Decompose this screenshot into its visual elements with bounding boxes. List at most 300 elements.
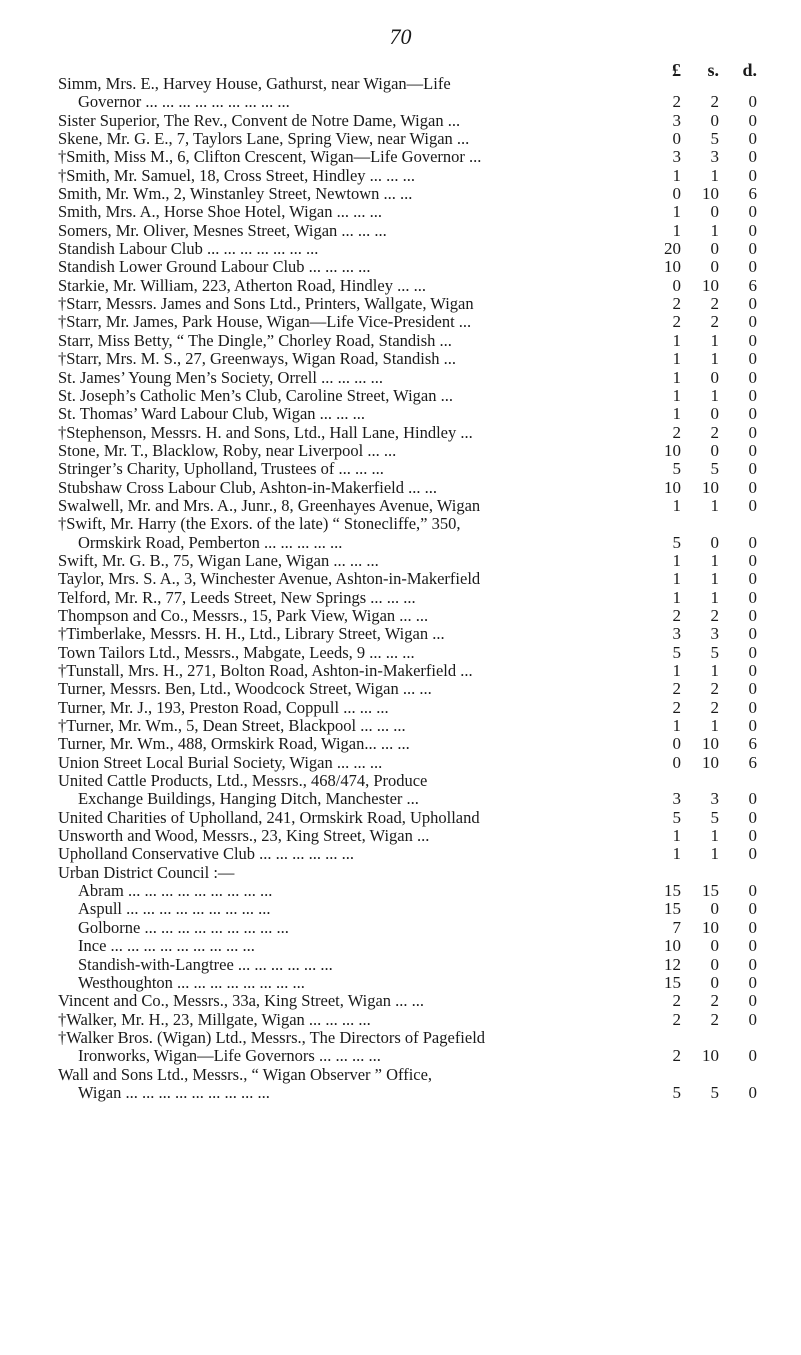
entry-line: †Walker Bros. (Wigan) Ltd., Messrs., The Directors of Pagefield: [58, 1027, 486, 1047]
ledger-entry: [0, 185, 801, 203]
amount-shillings: 2: [710, 1009, 719, 1029]
amount-pence: 0: [748, 495, 757, 515]
entry-description: [58, 222, 655, 240]
amount-pounds: 15: [664, 881, 681, 901]
ledger-entry: [0, 919, 801, 937]
entry-description: [58, 112, 655, 130]
entry-line: St. James’ Young Men’s Society, Orrell ... ... ... ...: [58, 367, 383, 387]
entry-description: [58, 845, 655, 863]
ledger-entry: [0, 167, 801, 185]
ledger-entry: [0, 148, 801, 166]
amount-pounds: 15: [664, 899, 681, 919]
entry-description: [58, 1011, 655, 1029]
ledger-entry: [0, 809, 801, 827]
amount-shillings: 0: [710, 532, 719, 552]
amount-pounds: 1: [672, 569, 681, 589]
amount-pounds: 1: [672, 716, 681, 736]
amount-pence: 0: [748, 642, 757, 662]
amount-pounds: 10: [664, 477, 681, 497]
ledger-entry: [0, 937, 801, 955]
entry-line: St. Thomas’ Ward Labour Club, Wigan ... ... ...: [58, 404, 366, 424]
entry-line: Swift, Mr. G. B., 75, Wigan Lane, Wigan ... ... ...: [58, 550, 379, 570]
entry-line: †Tunstall, Mrs. H., 271, Bolton Road, Ashton-in-Makerfield ...: [58, 661, 473, 680]
entry-description: [78, 937, 675, 955]
amount-pence: 0: [748, 422, 757, 442]
amount-shillings: 2: [710, 605, 719, 625]
entry-description: [58, 405, 655, 423]
ledger-entry: [0, 1011, 801, 1029]
ledger-entry: [0, 369, 801, 387]
ledger-entry: [0, 754, 801, 772]
ledger-entry: [0, 515, 801, 552]
amount-pounds: 5: [672, 459, 681, 479]
amount-shillings: 10: [702, 734, 719, 754]
amount-pence: 0: [748, 532, 757, 552]
entry-line: Telford, Mr. R., 77, Leeds Street, New Springs ... ... ...: [58, 587, 416, 607]
amount-pence: 0: [748, 899, 757, 919]
ledger-entry: [0, 699, 801, 717]
amount-pounds: 2: [672, 294, 681, 314]
ledger-entry: [0, 479, 801, 497]
amount-shillings: 1: [710, 330, 719, 350]
amount-pounds: 2: [672, 422, 681, 442]
amount-shillings: 10: [702, 917, 719, 937]
entry-line: †Timberlake, Messrs. H. H., Ltd., Library Street, Wigan ...: [58, 624, 445, 644]
amount-pounds: 1: [672, 844, 681, 864]
ledger-entry: [0, 570, 801, 588]
ledger-entry: [0, 295, 801, 313]
entry-line: Golborne ... ... ... ... ... ... ... ... ...: [78, 917, 289, 937]
amount-pence: 0: [748, 239, 757, 259]
entry-description: [58, 387, 655, 405]
entry-line: †Starr, Messrs. James and Sons Ltd., Printers, Wallgate, Wigan: [58, 294, 474, 314]
ledger-entry: [0, 222, 801, 240]
entry-line: †Smith, Mr. Samuel, 18, Cross Street, Hindley ... ... ...: [58, 165, 416, 185]
amount-pence: 0: [748, 624, 757, 644]
entry-line: Turner, Mr. Wm., 488, Ormskirk Road, Wigan... ... ...: [58, 734, 410, 754]
amount-pence: 0: [748, 844, 757, 864]
amount-pounds: 5: [672, 1082, 681, 1102]
amount-pence: 0: [748, 220, 757, 240]
entry-line: †Turner, Mr. Wm., 5, Dean Street, Blackpool ... ... ...: [58, 716, 406, 736]
entry-line: Thompson and Co., Messrs., 15, Park View, Wigan ... ...: [58, 605, 429, 625]
ledger-entry: [0, 497, 801, 515]
ledger-entry: [0, 882, 801, 900]
amount-shillings: 1: [710, 165, 719, 185]
amount-pence: 6: [748, 734, 757, 754]
entry-description: [58, 699, 655, 717]
amount-pence: 0: [748, 367, 757, 387]
entry-description: [58, 497, 655, 515]
entry-description: [58, 754, 655, 772]
entry-line: Aspull ... ... ... ... ... ... ... ... ...: [78, 899, 271, 919]
amount-pounds: 0: [672, 275, 681, 295]
ledger-entry: [0, 203, 801, 221]
amount-pence: 0: [748, 110, 757, 130]
entry-line: St. Joseph’s Catholic Men’s Club, Caroline Street, Wigan ...: [58, 385, 454, 405]
amount-shillings: 2: [710, 92, 719, 112]
amount-pounds: 2: [672, 312, 681, 332]
amount-pence: 0: [748, 550, 757, 570]
amount-shillings: 5: [710, 129, 719, 149]
amount-shillings: 1: [710, 220, 719, 240]
entry-line: Upholland Conservative Club ... ... ... ... ... ...: [58, 844, 355, 864]
amount-shillings: 0: [710, 367, 719, 387]
amount-pounds: 10: [664, 257, 681, 277]
amount-pounds: 10: [664, 936, 681, 956]
ledger-entry: [0, 827, 801, 845]
entry-line: †Walker, Mr. H., 23, Millgate, Wigan ... ... ... ...: [58, 1009, 371, 1029]
amount-pounds: 0: [672, 129, 681, 149]
ledger-entry: [0, 974, 801, 992]
amount-pounds: 1: [672, 587, 681, 607]
amount-pounds: 7: [672, 917, 681, 937]
entry-description: [78, 919, 675, 937]
amount-shillings: 10: [702, 275, 719, 295]
ledger-entry: [0, 405, 801, 423]
ledger-entry: [0, 258, 801, 276]
amount-pence: 0: [748, 1082, 757, 1102]
amount-pence: 0: [748, 661, 757, 680]
amount-pence: 6: [748, 752, 757, 772]
amount-pence: 0: [748, 1009, 757, 1029]
amount-shillings: 15: [702, 881, 719, 901]
entry-description: [58, 295, 655, 313]
entry-line: †Starr, Mrs. M. S., 27, Greenways, Wigan Road, Standish ...: [58, 349, 457, 369]
amount-pence: 0: [748, 404, 757, 424]
ledger-entry: [0, 900, 801, 918]
amount-pounds: 1: [672, 165, 681, 185]
amount-shillings: 3: [710, 789, 719, 809]
amount-shillings: 2: [710, 697, 719, 717]
ledger-entry: [0, 680, 801, 698]
entry-description: [58, 662, 655, 680]
amount-shillings: 1: [710, 844, 719, 864]
amount-shillings: 5: [710, 642, 719, 662]
amount-shillings: 1: [710, 661, 719, 680]
amount-pounds: 3: [672, 110, 681, 130]
entry-description: [58, 277, 655, 295]
entry-description: [58, 717, 655, 735]
entry-description: [58, 350, 655, 368]
amount-pence: 0: [748, 385, 757, 405]
entry-description: [58, 369, 655, 387]
entry-line: Standish Lower Ground Labour Club ... ... ... ...: [58, 257, 371, 277]
entry-description: [58, 515, 655, 552]
amount-pounds: 15: [664, 972, 681, 992]
amount-pounds: 2: [672, 697, 681, 717]
entry-description: [58, 570, 655, 588]
entry-description: [58, 625, 655, 643]
amount-pounds: 3: [672, 789, 681, 809]
ledger-entry: [0, 864, 801, 882]
amount-shillings: 1: [710, 716, 719, 736]
amount-shillings: 5: [710, 1082, 719, 1102]
amount-shillings: 1: [710, 495, 719, 515]
page-number: 70: [389, 24, 412, 49]
amount-pounds: 3: [672, 624, 681, 644]
amount-pounds: 0: [672, 184, 681, 204]
amount-pence: 0: [748, 697, 757, 717]
entry-description: [58, 442, 655, 460]
amount-pounds: 0: [672, 752, 681, 772]
amount-pounds: 1: [672, 495, 681, 515]
amount-pence: 0: [748, 459, 757, 479]
amount-pence: 0: [748, 147, 757, 167]
ledger-entry: [0, 992, 801, 1010]
amount-pence: 0: [748, 477, 757, 497]
ledger-entry: [0, 1066, 801, 1103]
amount-pence: 0: [748, 202, 757, 222]
amount-pence: 0: [748, 917, 757, 937]
ledger-entry: [0, 130, 801, 148]
entry-line: Stringer’s Charity, Upholland, Trustees of ... ... ...: [58, 459, 384, 479]
entry-line: Standish Labour Club ... ... ... ... ... ... ...: [58, 239, 319, 259]
amount-pounds: 0: [672, 734, 681, 754]
entry-description: [58, 148, 655, 166]
amount-shillings: 0: [710, 257, 719, 277]
entry-line: †Smith, Miss M., 6, Clifton Crescent, Wigan—Life Governor ...: [58, 147, 482, 167]
amount-pence: 0: [748, 92, 757, 112]
entry-line: Abram ... ... ... ... ... ... ... ... ...: [78, 881, 273, 901]
amount-pence: 0: [748, 312, 757, 332]
entry-description: [58, 479, 655, 497]
entry-line: †Stephenson, Messrs. H. and Sons, Ltd., Hall Lane, Hindley ...: [58, 422, 473, 442]
ledger-entry: [0, 112, 801, 130]
amount-pence: 0: [748, 972, 757, 992]
amount-pounds: 12: [664, 954, 681, 974]
entry-line: Ince ... ... ... ... ... ... ... ... ...: [78, 936, 255, 956]
entry-description: [78, 974, 675, 992]
ledger-entry: [0, 332, 801, 350]
amount-shillings: 0: [710, 239, 719, 259]
amount-shillings: 2: [710, 422, 719, 442]
entry-continuation-line: Ironworks, Wigan—Life Governors ... ... ... ...: [78, 1046, 381, 1066]
ledger-entry: [0, 772, 801, 809]
entry-description: [58, 735, 655, 753]
entry-line: Union Street Local Burial Society, Wigan ... ... ...: [58, 752, 383, 772]
entry-description: [58, 460, 655, 478]
entry-line: Wall and Sons Ltd., Messrs., “ Wigan Observer ” Office,: [58, 1064, 433, 1084]
entry-line: Town Tailors Ltd., Messrs., Mabgate, Leeds, 9 ... ... ...: [58, 642, 415, 662]
entry-line: Stubshaw Cross Labour Club, Ashton-in-Makerfield ... ...: [58, 477, 438, 497]
pounds-header: £: [672, 60, 681, 80]
entry-description: [58, 607, 655, 625]
entry-description: [58, 680, 655, 698]
amount-pounds: 1: [672, 367, 681, 387]
entry-line: Turner, Messrs. Ben, Ltd., Woodcock Street, Wigan ... ...: [58, 679, 432, 699]
entry-line: Urban District Council :—: [58, 862, 235, 882]
entry-description: [58, 167, 655, 185]
amount-shillings: 1: [710, 826, 719, 846]
entry-description: [58, 130, 655, 148]
entry-description: [58, 332, 655, 350]
entry-description: [58, 552, 655, 570]
amount-pounds: 5: [672, 642, 681, 662]
amount-shillings: 0: [710, 440, 719, 460]
amount-pounds: 2: [672, 991, 681, 1011]
amount-pounds: 2: [672, 679, 681, 699]
amount-pence: 0: [748, 605, 757, 625]
amount-shillings: 0: [710, 110, 719, 130]
ledger-entry: [0, 75, 801, 112]
ledger-entry: [0, 625, 801, 643]
amount-pence: 0: [748, 679, 757, 699]
entry-line: Vincent and Co., Messrs., 33a, King Street, Wigan ... ...: [58, 991, 425, 1011]
entry-description: [58, 864, 655, 882]
amount-pence: 0: [748, 936, 757, 956]
amount-pence: 0: [748, 881, 757, 901]
entry-line: Starkie, Mr. William, 223, Atherton Road, Hindley ... ...: [58, 275, 426, 295]
amount-pence: 0: [748, 587, 757, 607]
entry-line: Smith, Mrs. A., Horse Shoe Hotel, Wigan ... ... ...: [58, 202, 382, 222]
amount-pounds: 1: [672, 550, 681, 570]
entry-line: United Charities of Upholland, 241, Ormskirk Road, Upholland: [58, 807, 480, 827]
entry-line: Starr, Miss Betty, “ The Dingle,” Chorley Road, Standish ...: [58, 330, 452, 350]
ledger-entry: [0, 460, 801, 478]
amount-pounds: 1: [672, 220, 681, 240]
ledger-entry: [0, 956, 801, 974]
amount-shillings: 1: [710, 569, 719, 589]
amount-pence: 0: [748, 569, 757, 589]
amount-pounds: 2: [672, 1046, 681, 1066]
entry-line: Somers, Mr. Oliver, Mesnes Street, Wigan ... ... ...: [58, 220, 387, 240]
amount-shillings: 3: [710, 147, 719, 167]
amount-pence: 0: [748, 826, 757, 846]
amount-pence: 0: [748, 129, 757, 149]
amount-pence: 0: [748, 294, 757, 314]
amount-shillings: 1: [710, 550, 719, 570]
amount-shillings: 2: [710, 312, 719, 332]
amount-shillings: 0: [710, 404, 719, 424]
amount-shillings: 1: [710, 385, 719, 405]
entry-description: [58, 258, 655, 276]
amount-pounds: 5: [672, 532, 681, 552]
amount-pence: 0: [748, 165, 757, 185]
entry-description: [78, 882, 675, 900]
entry-description: [58, 313, 655, 331]
ledger-entry: [0, 1029, 801, 1066]
amount-pounds: 2: [672, 605, 681, 625]
ledger-entry: [0, 644, 801, 662]
entry-description: [78, 956, 675, 974]
entry-description: [58, 809, 655, 827]
amount-pence: 0: [748, 330, 757, 350]
amount-pence: 0: [748, 954, 757, 974]
ledger-entry: [0, 424, 801, 442]
entry-line: Turner, Mr. J., 193, Preston Road, Coppull ... ... ...: [58, 697, 389, 717]
ledger-entry: [0, 552, 801, 570]
entry-continuation-line: Governor ... ... ... ... ... ... ... ... ...: [78, 92, 290, 112]
entry-description: [78, 900, 675, 918]
ledger-entry: [0, 717, 801, 735]
ledger-entry: [0, 735, 801, 753]
amount-pounds: 1: [672, 661, 681, 680]
ledger-entry: [0, 387, 801, 405]
entry-line: Smith, Mr. Wm., 2, Winstanley Street, Newtown ... ...: [58, 184, 413, 204]
amount-shillings: 0: [710, 202, 719, 222]
amount-shillings: 10: [702, 477, 719, 497]
entry-line: Simm, Mrs. E., Harvey House, Gathurst, near Wigan—Life: [58, 74, 451, 93]
entry-line: Swalwell, Mr. and Mrs. A., Junr., 8, Greenhayes Avenue, Wigan: [58, 495, 481, 515]
entry-description: [58, 827, 655, 845]
ledger-entry: [0, 607, 801, 625]
ledger-entry: [0, 313, 801, 331]
pence-header: d.: [742, 60, 757, 80]
entry-line: †Swift, Mr. Harry (the Exors. of the late) “ Stonecliffe,” 350,: [58, 514, 461, 534]
entry-continuation-line: Exchange Buildings, Hanging Ditch, Manchester ...: [78, 789, 419, 809]
amount-pounds: 2: [672, 1009, 681, 1029]
amount-pence: 0: [748, 1046, 757, 1066]
entry-description: [58, 185, 655, 203]
amount-pence: 0: [748, 991, 757, 1011]
amount-shillings: 0: [710, 954, 719, 974]
amount-pence: 0: [748, 349, 757, 369]
entry-line: United Cattle Products, Ltd., Messrs., 468/474, Produce: [58, 771, 428, 791]
amount-shillings: 10: [702, 752, 719, 772]
amount-shillings: 2: [710, 679, 719, 699]
amount-shillings: 5: [710, 807, 719, 827]
entry-description: [58, 1029, 655, 1066]
amount-pounds: 5: [672, 807, 681, 827]
amount-shillings: 0: [710, 899, 719, 919]
amount-pence: 0: [748, 789, 757, 809]
amount-shillings: 10: [702, 184, 719, 204]
amount-pounds: 20: [664, 239, 681, 259]
amount-shillings: 1: [710, 349, 719, 369]
entry-line: Unsworth and Wood, Messrs., 23, King Street, Wigan ...: [58, 826, 430, 846]
amount-pounds: 2: [672, 92, 681, 112]
amount-shillings: 1: [710, 587, 719, 607]
amount-shillings: 2: [710, 991, 719, 1011]
ledger-entry: [0, 240, 801, 258]
ledger-entry: [0, 442, 801, 460]
amount-pounds: 1: [672, 385, 681, 405]
entry-description: [58, 424, 655, 442]
entry-description: [58, 644, 655, 662]
amount-pence: 0: [748, 440, 757, 460]
amount-pounds: 1: [672, 202, 681, 222]
entry-line: Stone, Mr. T., Blacklow, Roby, near Liverpool ... ...: [58, 440, 397, 460]
amount-pence: 6: [748, 275, 757, 295]
ledger-entry: [0, 589, 801, 607]
entry-description: [58, 1066, 655, 1103]
entry-description: [58, 240, 655, 258]
amount-pence: 0: [748, 716, 757, 736]
amount-pounds: 1: [672, 330, 681, 350]
ledger-entry: [0, 350, 801, 368]
amount-shillings: 3: [710, 624, 719, 644]
amount-pounds: 1: [672, 349, 681, 369]
amount-pounds: 1: [672, 404, 681, 424]
amount-shillings: 2: [710, 294, 719, 314]
entry-line: Taylor, Mrs. S. A., 3, Winchester Avenue, Ashton-in-Makerfield: [58, 569, 481, 589]
entry-line: Standish-with-Langtree ... ... ... ... ... ...: [78, 954, 333, 974]
entry-line: Westhoughton ... ... ... ... ... ... ... ...: [78, 972, 305, 992]
ledger-entry: [0, 662, 801, 680]
amount-pence: 6: [748, 184, 757, 204]
subscription-list: [0, 75, 801, 1102]
entry-description: [58, 75, 655, 112]
entry-description: [58, 203, 655, 221]
ledger-entry: [0, 845, 801, 863]
amount-shillings: 10: [702, 1046, 719, 1066]
entry-continuation-line: Ormskirk Road, Pemberton ... ... ... ... ...: [78, 532, 343, 552]
entry-line: Skene, Mr. G. E., 7, Taylors Lane, Spring View, near Wigan ...: [58, 129, 470, 149]
amount-shillings: 5: [710, 459, 719, 479]
amount-pounds: 1: [672, 826, 681, 846]
entry-continuation-line: Wigan ... ... ... ... ... ... ... ... ...: [78, 1082, 270, 1102]
